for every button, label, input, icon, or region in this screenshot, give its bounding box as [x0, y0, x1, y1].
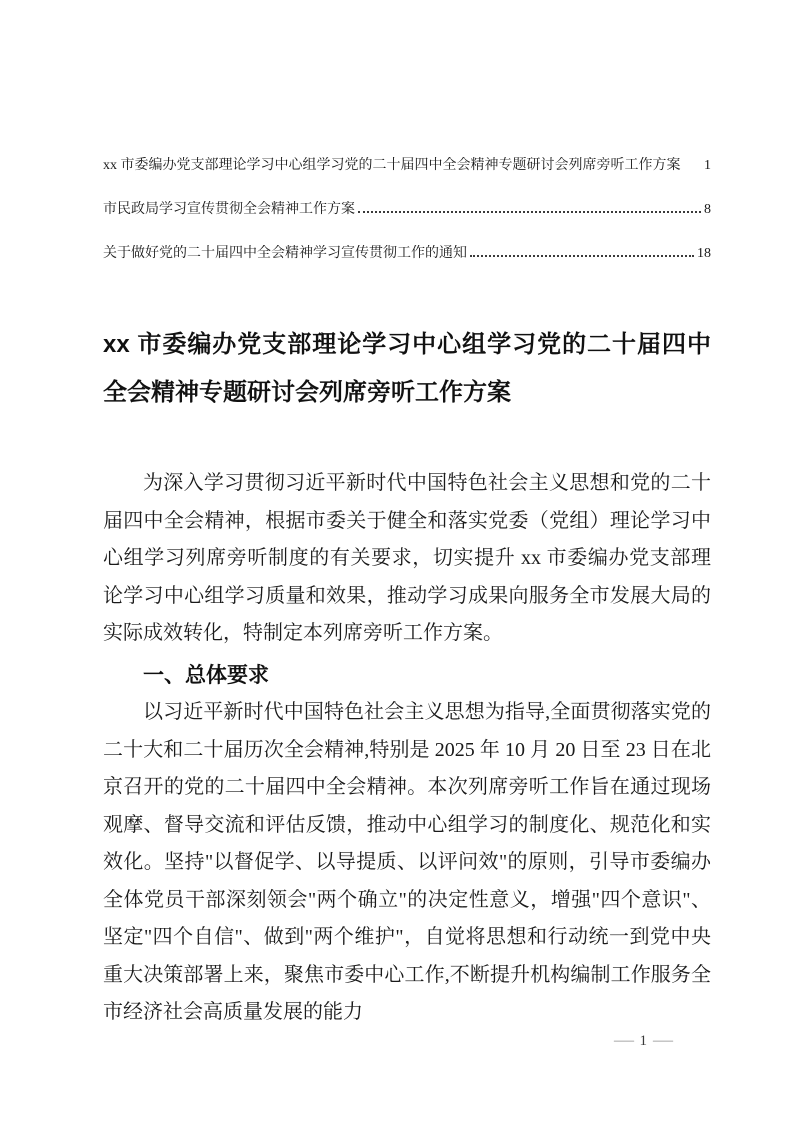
- page-number-dash-left: —: [613, 1032, 634, 1049]
- toc-entry-page: 8: [704, 202, 711, 217]
- toc-leader: [684, 168, 702, 169]
- overall-requirements-paragraph: 以习近平新时代中国特色社会主义思想为指导,全面贯彻落实党的二十大和二十届历次全会精神,特别是 2025 年 10 月 20 日至 23 日在北京召开的党的二十届四中全会精神。本次列席旁听工作旨在通过现场观摩、督导交流和评估反馈，推动中心组学习的制度化、规范化和实效化。坚持"以督促学、以导提质、以评问效"的原则，引导市委编办全体党员干部深刻领会"两个确立"的决定性意义，增强"四个意识"、坚定"四个自信"、做到"两个维护"，自觉将思想和行动统一到党中央重大决策部署上来，聚焦市委中心工作,不断提升机构编制工作服务全市经济社会高质量发展的能力: [103, 701, 711, 1023]
- toc-entry-3[interactable]: [103, 245, 711, 263]
- page-number-dash-right: —: [653, 1032, 673, 1049]
- document-title: xx 市委编办党支部理论学习中心组学习党的二十届四中全会精神专题研讨会列席旁听工作方案: [103, 331, 711, 406]
- section-heading-overall-requirements: 一、总体要求: [143, 663, 269, 687]
- toc-entry-title: 市民政局学习宣传贯彻全会精神工作方案: [103, 202, 355, 217]
- toc-leader-dots: [470, 255, 694, 257]
- table-of-contents: [103, 157, 711, 263]
- page-number-value: 1: [639, 1033, 647, 1049]
- toc-entry-page: 1: [704, 158, 711, 173]
- toc-entry-title: 关于做好党的二十届四中全会精神学习宣传贯彻工作的通知: [103, 246, 467, 261]
- toc-leader-dots: [358, 211, 701, 213]
- toc-entry-2[interactable]: [103, 201, 711, 219]
- document-content: [103, 157, 711, 1032]
- toc-entry-1[interactable]: [103, 157, 711, 175]
- toc-entry-page: 18: [697, 246, 711, 261]
- intro-paragraph: 为深入学习贯彻习近平新时代中国特色社会主义思想和党的二十届四中全会精神，根据市委关于健全和落实党委（党组）理论学习中心组学习列席旁听制度的有关要求，切实提升 xx 市委编办党支部理论学习中心组学习质量和效果，推动学习成果向服务全市发展大局的实际成效转化，特制定本列席旁听工作方案。: [103, 472, 711, 644]
- toc-entry-title: xx 市委编办党支部理论学习中心组学习党的二十届四中全会精神专题研讨会列席旁听工作方案: [103, 158, 681, 173]
- page-number: [613, 1030, 673, 1052]
